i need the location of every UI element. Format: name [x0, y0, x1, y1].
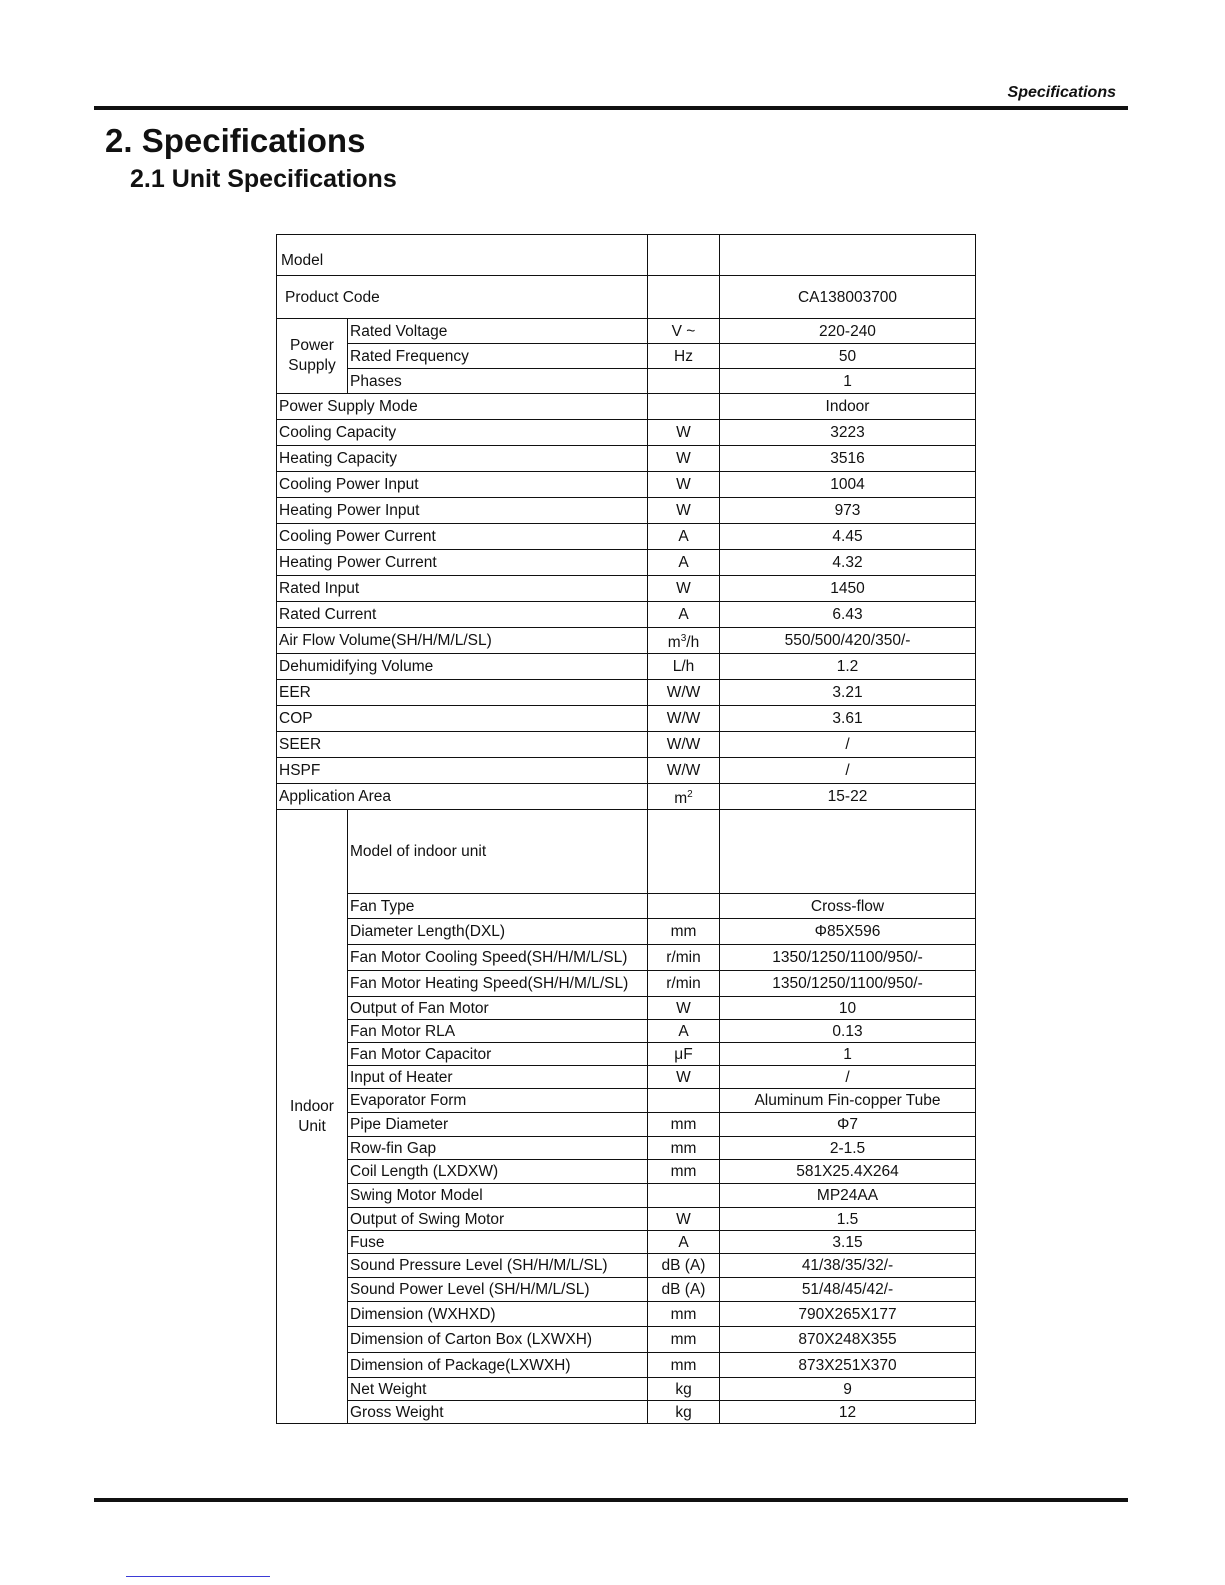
param-label: Fan Motor Cooling Speed(SH/H/M/L/SL) — [348, 945, 648, 971]
value-cell: 15-22 — [720, 784, 976, 810]
value-cell: 581X25.4X264 — [720, 1160, 976, 1184]
unit-cell — [648, 1184, 720, 1208]
unit-cell: W/W — [648, 706, 720, 732]
table-row — [277, 420, 976, 446]
value-cell: Indoor — [720, 394, 976, 420]
unit-cell: mm — [648, 1327, 720, 1353]
unit-cell: W/W — [648, 758, 720, 784]
param-label: Dimension (WXHXD) — [348, 1302, 648, 1327]
table-row — [277, 1254, 976, 1278]
table-row — [277, 576, 976, 602]
table-row — [277, 1043, 976, 1066]
table-row — [277, 1378, 976, 1401]
unit-cell: W — [648, 498, 720, 524]
value-cell: 3516 — [720, 446, 976, 472]
unit-cell — [648, 235, 720, 276]
value-cell: 220-240 — [720, 319, 976, 344]
value-cell: 1.5 — [720, 1208, 976, 1231]
value-cell: 4.32 — [720, 550, 976, 576]
table-row — [277, 810, 976, 894]
unit-cell — [648, 276, 720, 319]
value-cell: 6.43 — [720, 602, 976, 628]
table-row — [277, 1231, 976, 1254]
section-title: 2.1 Unit Specifications — [130, 165, 397, 193]
unit-cell: A — [648, 524, 720, 550]
unit-cell: W — [648, 1066, 720, 1089]
value-cell: 790X265X177 — [720, 1302, 976, 1327]
value-cell: MP24AA — [720, 1184, 976, 1208]
unit-cell: A — [648, 1020, 720, 1043]
value-cell: 1350/1250/1100/950/- — [720, 945, 976, 971]
param-label: Phases — [348, 369, 648, 394]
indoor-unit-label: Indoor Unit — [277, 810, 348, 1424]
value-cell: / — [720, 758, 976, 784]
unit-cell: mm — [648, 1113, 720, 1137]
value-cell: 873X251X370 — [720, 1353, 976, 1378]
value-cell — [720, 810, 976, 894]
unit-cell: Hz — [648, 344, 720, 369]
param-label: Sound Pressure Level (SH/H/M/L/SL) — [348, 1254, 648, 1278]
param-label: Fan Type — [348, 894, 648, 919]
param-label: Coil Length (LXDXW) — [348, 1160, 648, 1184]
unit-cell — [648, 810, 720, 894]
value-cell: Cross-flow — [720, 894, 976, 919]
value-cell: Φ7 — [720, 1113, 976, 1137]
table-row — [277, 1401, 976, 1424]
param-label: Rated Voltage — [348, 319, 648, 344]
table-row — [277, 919, 976, 945]
value-cell: 2-1.5 — [720, 1137, 976, 1160]
unit-cell: dB (A) — [648, 1254, 720, 1278]
value-cell: 1350/1250/1100/950/- — [720, 971, 976, 997]
table-row — [277, 602, 976, 628]
table-row — [277, 758, 976, 784]
param-label: Dimension of Carton Box (LXWXH) — [348, 1327, 648, 1353]
unit-cell: L/h — [648, 654, 720, 680]
table-row — [277, 997, 976, 1020]
unit-cell: $m^3/h$ — [648, 628, 720, 654]
param-label: EER — [277, 680, 648, 706]
table-row — [277, 550, 976, 576]
value-cell: 1 — [720, 1043, 976, 1066]
spec-table — [276, 234, 976, 1424]
table-row — [277, 706, 976, 732]
value-cell: 1450 — [720, 576, 976, 602]
param-label: Fan Motor RLA — [348, 1020, 648, 1043]
value-cell: 550/500/420/350/- — [720, 628, 976, 654]
param-label: COP — [277, 706, 648, 732]
value-cell: 3.21 — [720, 680, 976, 706]
param-label: Net Weight — [348, 1378, 648, 1401]
param-label: Dimension of Package(LXWXH) — [348, 1353, 648, 1378]
model-label: Model — [277, 235, 648, 276]
param-label: Row-fin Gap — [348, 1137, 648, 1160]
param-label: Gross Weight — [348, 1401, 648, 1424]
unit-cell: W — [648, 420, 720, 446]
value-cell: 41/38/35/32/- — [720, 1254, 976, 1278]
unit-cell: W/W — [648, 680, 720, 706]
unit-cell: mm — [648, 1160, 720, 1184]
table-row — [277, 971, 976, 997]
value-cell: / — [720, 732, 976, 758]
param-label: SEER — [277, 732, 648, 758]
param-label: Fan Motor Heating Speed(SH/H/M/L/SL) — [348, 971, 648, 997]
value-cell: / — [720, 1066, 976, 1089]
param-label: HSPF — [277, 758, 648, 784]
value-cell: 870X248X355 — [720, 1327, 976, 1353]
table-row — [277, 1066, 976, 1089]
product-code-value: CA138003700 — [720, 276, 976, 319]
unit-cell: mm — [648, 1353, 720, 1378]
page-title: 2. Specifications — [105, 122, 366, 159]
unit-cell: A — [648, 550, 720, 576]
table-row — [277, 235, 976, 276]
unit-cell: W — [648, 997, 720, 1020]
param-label: Cooling Capacity — [277, 420, 648, 446]
unit-cell: A — [648, 1231, 720, 1254]
unit-cell: $m^2$ — [648, 784, 720, 810]
value-cell: 1 — [720, 369, 976, 394]
param-label: Heating Capacity — [277, 446, 648, 472]
param-label: Sound Power Level (SH/H/M/L/SL) — [348, 1278, 648, 1302]
param-label: Rated Input — [277, 576, 648, 602]
unit-cell: mm — [648, 919, 720, 945]
table-row — [277, 446, 976, 472]
param-label: Input of Heater — [348, 1066, 648, 1089]
value-cell: Φ85X596 — [720, 919, 976, 945]
param-label: Diameter Length(DXL) — [348, 919, 648, 945]
table-row — [277, 472, 976, 498]
table-row — [277, 1160, 976, 1184]
param-label: Output of Swing Motor — [348, 1208, 648, 1231]
footer-link-underline — [126, 1576, 270, 1577]
table-row — [277, 394, 976, 420]
unit-cell: W — [648, 446, 720, 472]
unit-cell: kg — [648, 1378, 720, 1401]
table-row — [277, 1353, 976, 1378]
value-cell: 3223 — [720, 420, 976, 446]
unit-cell: mm — [648, 1137, 720, 1160]
param-label: Air Flow Volume(SH/H/M/L/SL) — [277, 628, 648, 654]
unit-cell: r/min — [648, 945, 720, 971]
param-label: Power Supply Mode — [277, 394, 648, 420]
value-cell: 9 — [720, 1378, 976, 1401]
unit-cell — [648, 394, 720, 420]
unit-cell: W/W — [648, 732, 720, 758]
table-row — [277, 1302, 976, 1327]
param-label: Fuse — [348, 1231, 648, 1254]
param-label: Rated Current — [277, 602, 648, 628]
param-label: Output of Fan Motor — [348, 997, 648, 1020]
param-label: Heating Power Input — [277, 498, 648, 524]
header-rule — [94, 106, 1128, 110]
param-label: Cooling Power Current — [277, 524, 648, 550]
unit-cell: mm — [648, 1302, 720, 1327]
value-cell: 973 — [720, 498, 976, 524]
table-row — [277, 1278, 976, 1302]
unit-cell — [648, 894, 720, 919]
param-label: Heating Power Current — [277, 550, 648, 576]
unit-cell: A — [648, 602, 720, 628]
param-label: Model of indoor unit — [348, 810, 648, 894]
table-row — [277, 680, 976, 706]
unit-cell: dB (A) — [648, 1278, 720, 1302]
table-row — [277, 732, 976, 758]
value-cell — [720, 235, 976, 276]
table-row — [277, 369, 976, 394]
value-cell: Aluminum Fin-copper Tube — [720, 1089, 976, 1113]
value-cell: 4.45 — [720, 524, 976, 550]
param-label: Fan Motor Capacitor — [348, 1043, 648, 1066]
unit-cell: kg — [648, 1401, 720, 1424]
table-row — [277, 628, 976, 654]
unit-cell — [648, 369, 720, 394]
table-row — [277, 344, 976, 369]
value-cell: 50 — [720, 344, 976, 369]
value-cell: 10 — [720, 997, 976, 1020]
unit-cell: μF — [648, 1043, 720, 1066]
table-row — [277, 894, 976, 919]
value-cell: 0.13 — [720, 1020, 976, 1043]
table-row — [277, 945, 976, 971]
table-row — [277, 784, 976, 810]
footer-rule — [94, 1498, 1128, 1502]
table-row — [277, 1020, 976, 1043]
running-header: Specifications — [1007, 84, 1116, 101]
param-label: Application Area — [277, 784, 648, 810]
table-row — [277, 524, 976, 550]
param-label: Cooling Power Input — [277, 472, 648, 498]
param-label: Rated Frequency — [348, 344, 648, 369]
product-code-label: Product Code — [277, 276, 648, 319]
unit-cell — [648, 1089, 720, 1113]
unit-cell: V ~ — [648, 319, 720, 344]
table-row — [277, 1184, 976, 1208]
value-cell: 12 — [720, 1401, 976, 1424]
value-cell: 51/48/45/42/- — [720, 1278, 976, 1302]
table-row — [277, 1208, 976, 1231]
table-row — [277, 1327, 976, 1353]
unit-cell: W — [648, 576, 720, 602]
value-cell: 3.15 — [720, 1231, 976, 1254]
table-row — [277, 498, 976, 524]
value-cell: 1.2 — [720, 654, 976, 680]
value-cell: 1004 — [720, 472, 976, 498]
table-row — [277, 1113, 976, 1137]
power-supply-label: Power Supply — [277, 319, 348, 394]
value-cell: 3.61 — [720, 706, 976, 732]
table-row — [277, 1137, 976, 1160]
unit-cell: W — [648, 1208, 720, 1231]
param-label: Pipe Diameter — [348, 1113, 648, 1137]
unit-cell: r/min — [648, 971, 720, 997]
unit-cell: W — [648, 472, 720, 498]
param-label: Swing Motor Model — [348, 1184, 648, 1208]
table-row — [277, 1089, 976, 1113]
table-row — [277, 319, 976, 344]
param-label: Evaporator Form — [348, 1089, 648, 1113]
table-row — [277, 654, 976, 680]
table-row — [277, 276, 976, 319]
param-label: Dehumidifying Volume — [277, 654, 648, 680]
